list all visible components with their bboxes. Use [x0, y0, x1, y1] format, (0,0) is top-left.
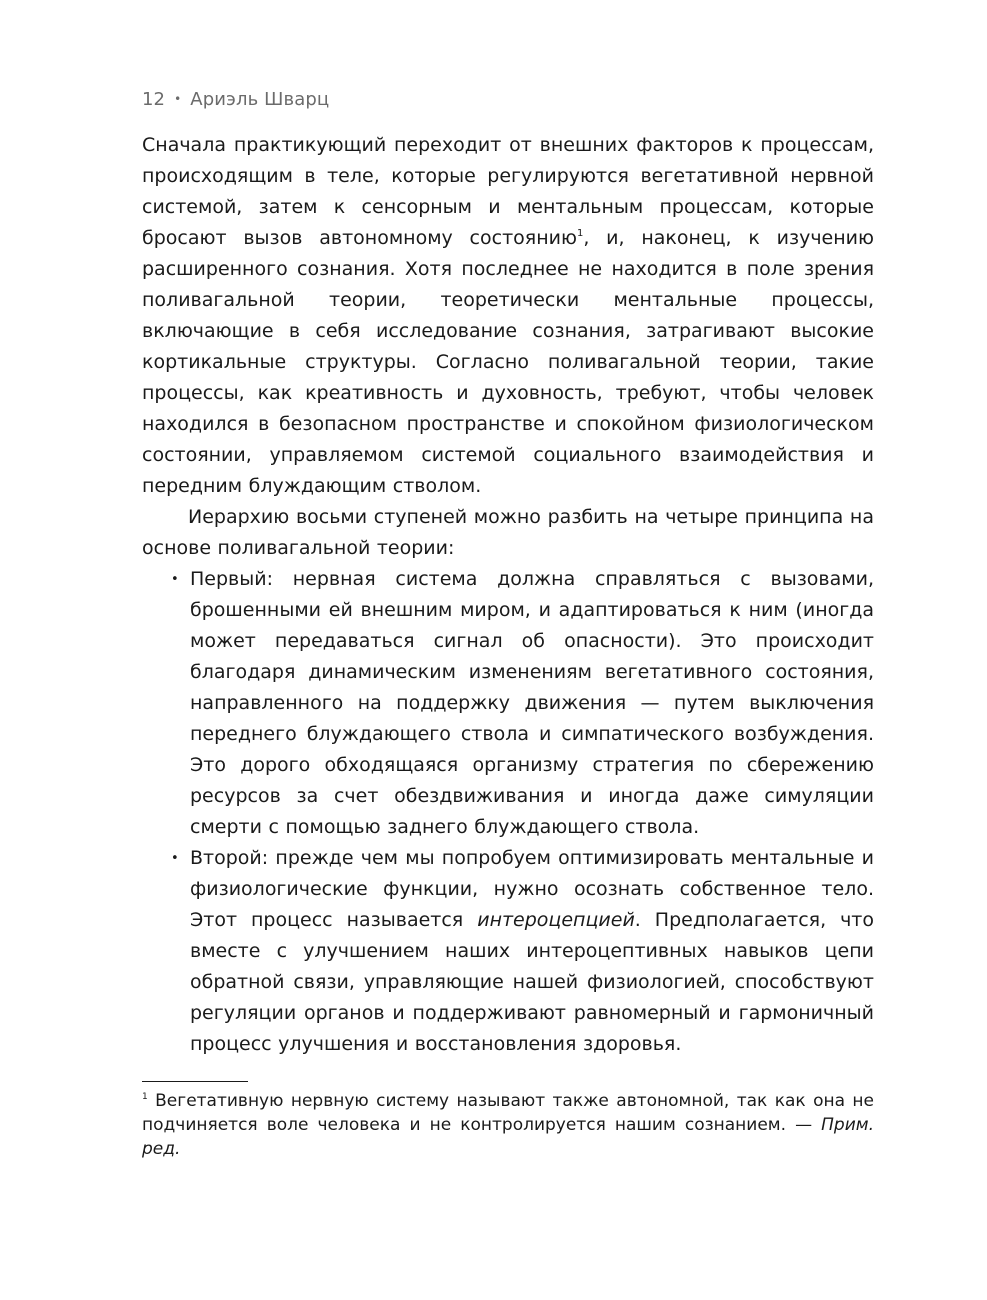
principle-first: Первый: нервная система должна справляться с вызовами, брошенными ей внешним миром, и адаптироваться к ним (иногда может передаваться сигнал об опасности). Это происходит благодаря динамическим изменениям вегетативного состояния, направленного на поддержку движения — путем выключения переднего блуждающего ствола и симпатического возбуждения. Это дорого обходящаяся организму стратегия по сбережению ресурсов за счет обездвиживания и иногда даже симуляции смерти с помощью заднего блуждающего ствола. [190, 568, 874, 838]
list-item [142, 843, 874, 1060]
bullet-marker: • [171, 851, 179, 866]
paragraph-intro [142, 130, 874, 502]
list-item [142, 564, 874, 843]
footnote [142, 1089, 874, 1161]
paragraph-hierarchy: Иерархию восьми ступеней можно разбить на четыре принципа на основе поливагальной теории: [142, 506, 874, 559]
header-separator: • [174, 92, 182, 106]
editor-note: Прим. ред. [142, 1115, 874, 1159]
footnote-reference[interactable]: 1 [576, 228, 584, 239]
principle-second-continuation: . Предполагается, что вместе с улучшением наших интероцептивных навыков цепи обратной связи, управляющие нашей физиологией, способствуют регуляции органов и поддерживают равномерный и гармоничный процесс улучшения и восстановления здоровья. [190, 909, 875, 1055]
principle-second-text: Второй: прежде чем мы попробуем оптимизировать ментальные и физиологические функции, нужно осознать собственное тело. Этот процесс называется [190, 847, 874, 931]
footnote-divider [142, 1081, 248, 1082]
page-number: 12 [142, 89, 166, 110]
principles-list [142, 564, 874, 1060]
principle-second [190, 847, 874, 1055]
running-head [142, 89, 329, 110]
bullet-marker: • [171, 572, 179, 587]
footnote-text: Вегетативную нервную систему называют также автономной, так как она не подчиняется воле человека и не контролируется нашим сознанием. — [142, 1091, 874, 1135]
term-interoception: интероцепцией [477, 909, 635, 931]
paragraph-intro-continuation: , и, наконец, к изучению расширенного сознания. Хотя последнее не находится в поле зрения поливагальной теории, теоретически ментальные процессы, включающие в себя исследование сознания, затрагивают высокие кортикальные структуры. Согласно поливагальной теории, такие процессы, как креативность и духовность, требуют, чтобы человек находился в безопасном пространстве и спокойном физиологическом состоянии, управляемом системой социального взаимодействия и передним блуждающим стволом. [142, 227, 874, 497]
author-name: Ариэль Шварц [190, 89, 330, 110]
paragraph-intro-text: Сначала практикующий переходит от внешних факторов к процессам, происходящим в теле, которые регулируются вегетативной нервной системой, затем к сенсорным и ментальным процессам, которые бросают вызов автономному состоянию [142, 134, 874, 249]
footnote-mark: 1 [142, 1092, 148, 1102]
